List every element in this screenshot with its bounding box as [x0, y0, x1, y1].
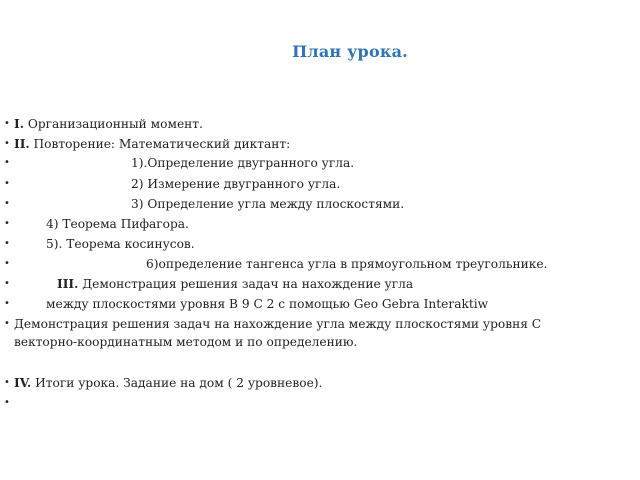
item-text: 4) Теорема Пифагора.	[46, 217, 189, 231]
item-text: Организационный момент.	[23, 117, 203, 131]
bullet-icon: •	[4, 397, 10, 408]
section-number: I.	[14, 117, 24, 131]
bullet-icon: •	[4, 258, 10, 269]
item-text: Демонстрация решения задач на нахождение угла между плоскостями уровня С	[14, 317, 542, 331]
section-number: II.	[14, 137, 30, 151]
bullet-icon: •	[4, 178, 10, 189]
bullet-icon: •	[4, 298, 10, 309]
item-text: 1).Определение двугранного угла.	[131, 156, 355, 170]
bullet-icon: •	[4, 238, 10, 249]
item-text: Демонстрация решения задач на нахождение угла	[78, 277, 414, 291]
section-number: IV.	[14, 376, 32, 390]
item-text: Повторение: Математический диктант:	[29, 137, 291, 151]
item-text: между плоскостями уровня В 9 С 2 с помощью Geo Gebra Interaktiw	[46, 297, 489, 311]
bullet-icon: •	[4, 218, 10, 229]
item-text: 3) Определение угла между плоскостями.	[131, 197, 405, 211]
bullet-icon: •	[4, 118, 10, 129]
item-text: Итоги урока. Задание на дом ( 2 уровневое).	[31, 376, 323, 390]
item-text: 2) Измерение двугранного угла.	[131, 177, 341, 191]
section-number: III.	[57, 277, 79, 291]
page-title: План урока.	[292, 42, 408, 61]
item-text: 6)определение тангенса угла в прямоугольном треугольнике.	[146, 257, 548, 271]
item-text: векторно-координатным методом и по определению.	[14, 335, 358, 349]
bullet-icon: •	[4, 278, 10, 289]
item-text: 5). Теорема косинусов.	[46, 237, 195, 251]
bullet-icon: •	[4, 138, 10, 149]
bullet-icon: •	[4, 377, 10, 388]
bullet-icon: •	[4, 198, 10, 209]
bullet-icon: •	[4, 318, 10, 329]
bullet-icon: •	[4, 157, 10, 168]
